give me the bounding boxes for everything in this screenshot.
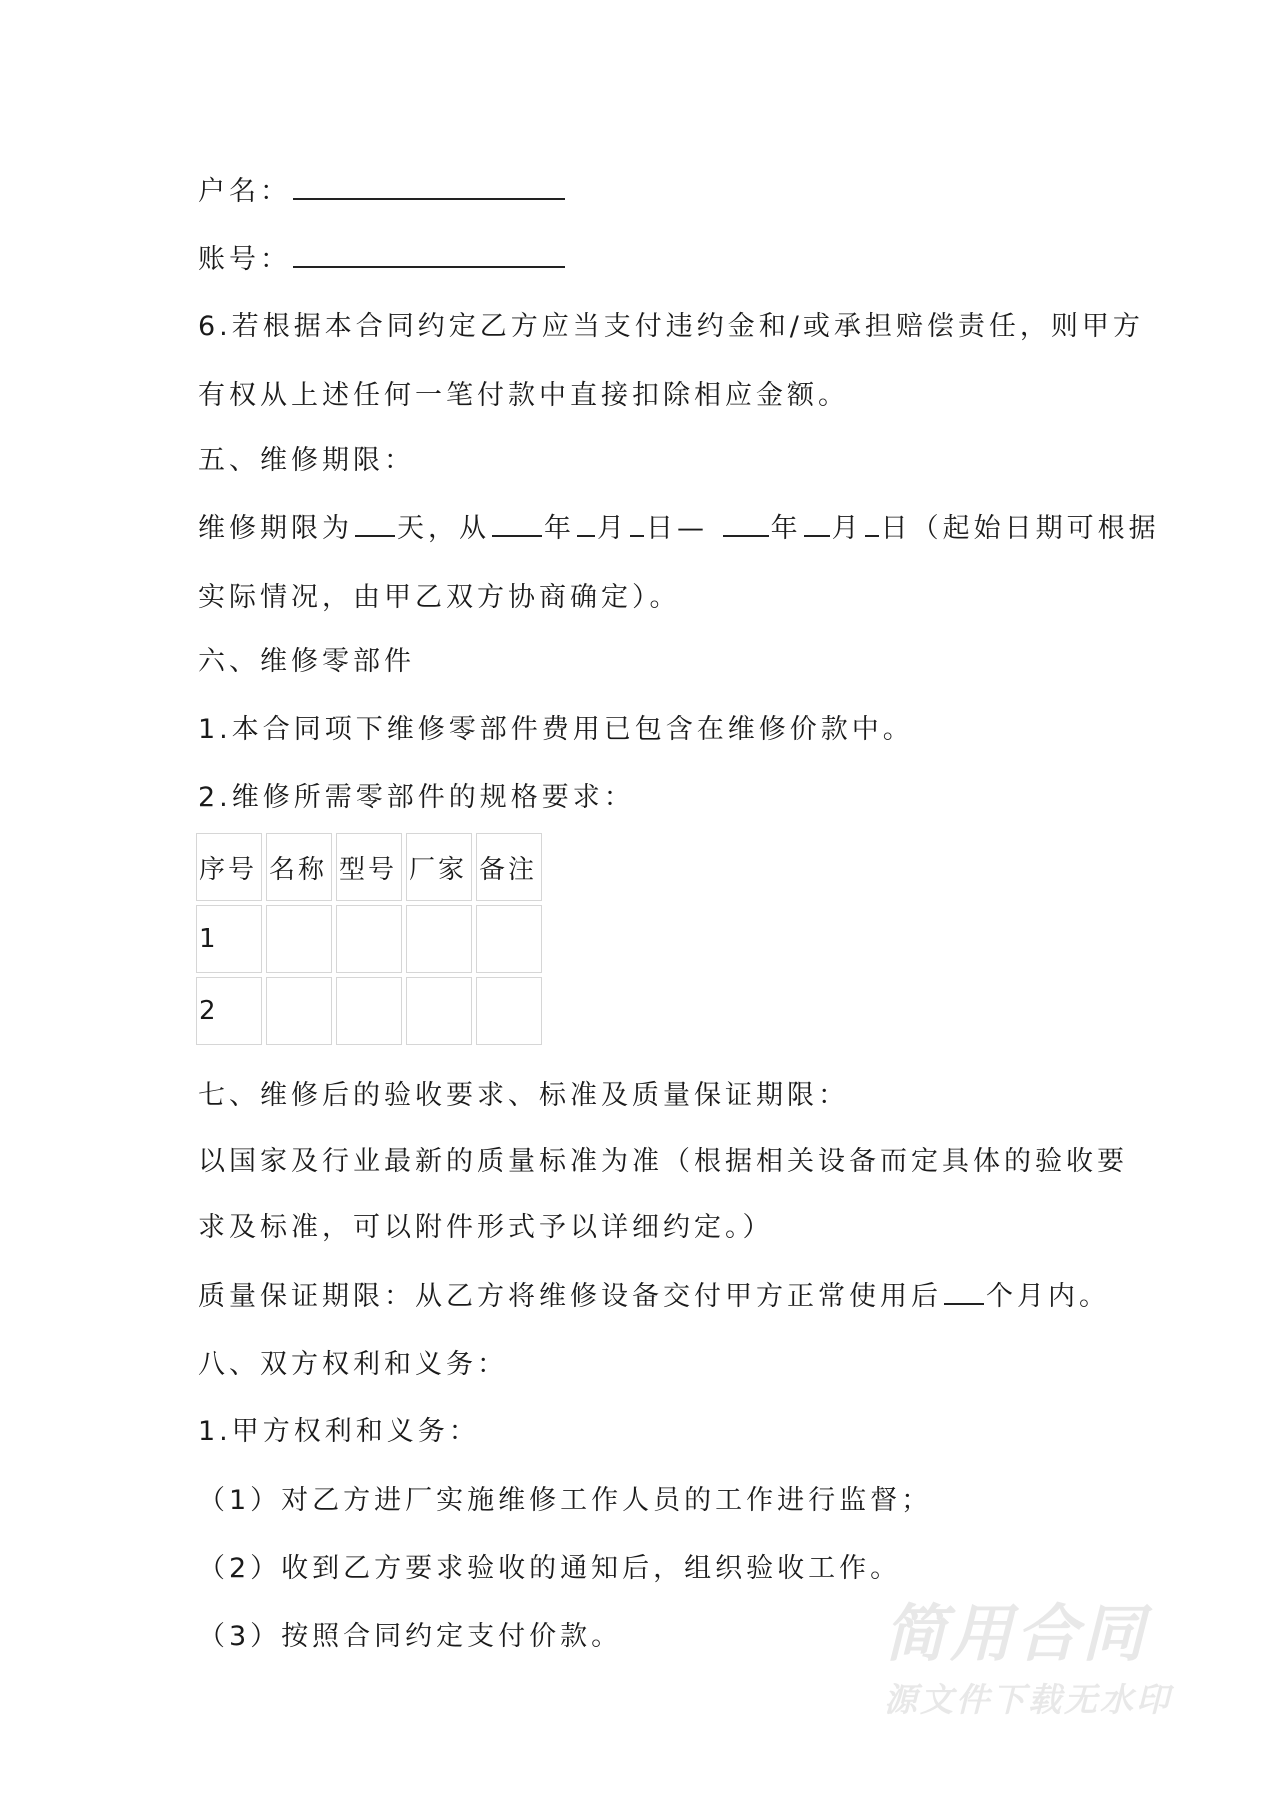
account-no-line bbox=[198, 240, 567, 278]
text: 日— bbox=[646, 513, 708, 544]
section8-item1-3: （3）按照合同约定支付价款。 bbox=[198, 1621, 623, 1652]
table-header-row bbox=[196, 833, 542, 901]
item6-line1: 6.若根据本合同约定乙方应当支付违约金和/或承担赔偿责任，则甲方 bbox=[198, 311, 1144, 342]
account-no-blank bbox=[293, 240, 565, 268]
text: 年 bbox=[544, 513, 575, 544]
section7-para1-line2: 求及标准，可以附件形式予以详细约定。） bbox=[198, 1212, 774, 1243]
section8-item1-2: （2）收到乙方要求验收的通知后，组织验收工作。 bbox=[198, 1553, 902, 1584]
blank bbox=[492, 509, 542, 537]
blank bbox=[944, 1277, 984, 1305]
header-cell: 序号 bbox=[196, 833, 262, 901]
section8-title: 八、双方权利和义务： bbox=[198, 1349, 508, 1380]
table-cell bbox=[406, 977, 472, 1045]
item6-line2: 有权从上述任何一笔付款中直接扣除相应金额。 bbox=[198, 380, 849, 411]
account-no-label: 账号： bbox=[198, 244, 291, 275]
blank bbox=[865, 509, 879, 537]
section6-title: 六、维修零部件 bbox=[198, 646, 415, 677]
table-cell bbox=[266, 905, 332, 973]
table-cell bbox=[336, 977, 402, 1045]
header-cell: 备注 bbox=[476, 833, 542, 901]
text: 天，从 bbox=[397, 513, 490, 544]
parts-spec-table bbox=[192, 829, 546, 1049]
header-cell: 名称 bbox=[266, 833, 332, 901]
section5-title: 五、维修期限： bbox=[198, 445, 415, 476]
section5-para2: 实际情况，由甲乙双方协商确定）。 bbox=[198, 582, 681, 613]
text: 年 bbox=[770, 513, 802, 544]
table-cell: 2 bbox=[196, 977, 262, 1045]
header-cell: 型号 bbox=[336, 833, 402, 901]
section7-para2 bbox=[198, 1277, 1110, 1315]
section6-item2: 2.维修所需零部件的规格要求： bbox=[198, 782, 635, 813]
text: 质量保证期限：从乙方将维修设备交付甲方正常使用后 bbox=[198, 1281, 942, 1312]
blank bbox=[355, 509, 395, 537]
blank bbox=[577, 509, 595, 537]
section8-item1: 1.甲方权利和义务： bbox=[198, 1416, 480, 1447]
table-row bbox=[196, 977, 542, 1045]
section6-item1: 1.本合同项下维修零部件费用已包含在维修价款中。 bbox=[198, 714, 914, 745]
section8-item1-1: （1）对乙方进厂实施维修工作人员的工作进行监督； bbox=[198, 1485, 933, 1516]
table-cell bbox=[266, 977, 332, 1045]
section7-para1-line1: 以国家及行业最新的质量标准为准（根据相关设备而定具体的验收要 bbox=[198, 1146, 1128, 1177]
section5-para1 bbox=[198, 509, 1160, 547]
table-cell: 1 bbox=[196, 905, 262, 973]
watermark-logo: 简用合同 bbox=[884, 1597, 1149, 1670]
table-cell bbox=[336, 905, 402, 973]
table-cell bbox=[476, 905, 542, 973]
table-cell bbox=[406, 905, 472, 973]
text: 个月内。 bbox=[986, 1281, 1110, 1312]
blank bbox=[804, 509, 830, 537]
account-name-label: 户名： bbox=[198, 176, 291, 207]
text: 日（起始日期可根据 bbox=[880, 513, 1160, 544]
account-name-line bbox=[198, 172, 567, 210]
blank bbox=[723, 509, 769, 537]
table-row bbox=[196, 905, 542, 973]
header-cell: 厂家 bbox=[406, 833, 472, 901]
text: 维修期限为 bbox=[198, 513, 353, 544]
watermark-slogan: 源文件下载无水印 bbox=[884, 1680, 1172, 1719]
table-cell bbox=[476, 977, 542, 1045]
section7-title: 七、维修后的验收要求、标准及质量保证期限： bbox=[198, 1080, 849, 1111]
blank bbox=[630, 509, 644, 537]
text: 月 bbox=[831, 513, 863, 544]
account-name-blank bbox=[293, 172, 565, 200]
text: 月 bbox=[597, 513, 628, 544]
